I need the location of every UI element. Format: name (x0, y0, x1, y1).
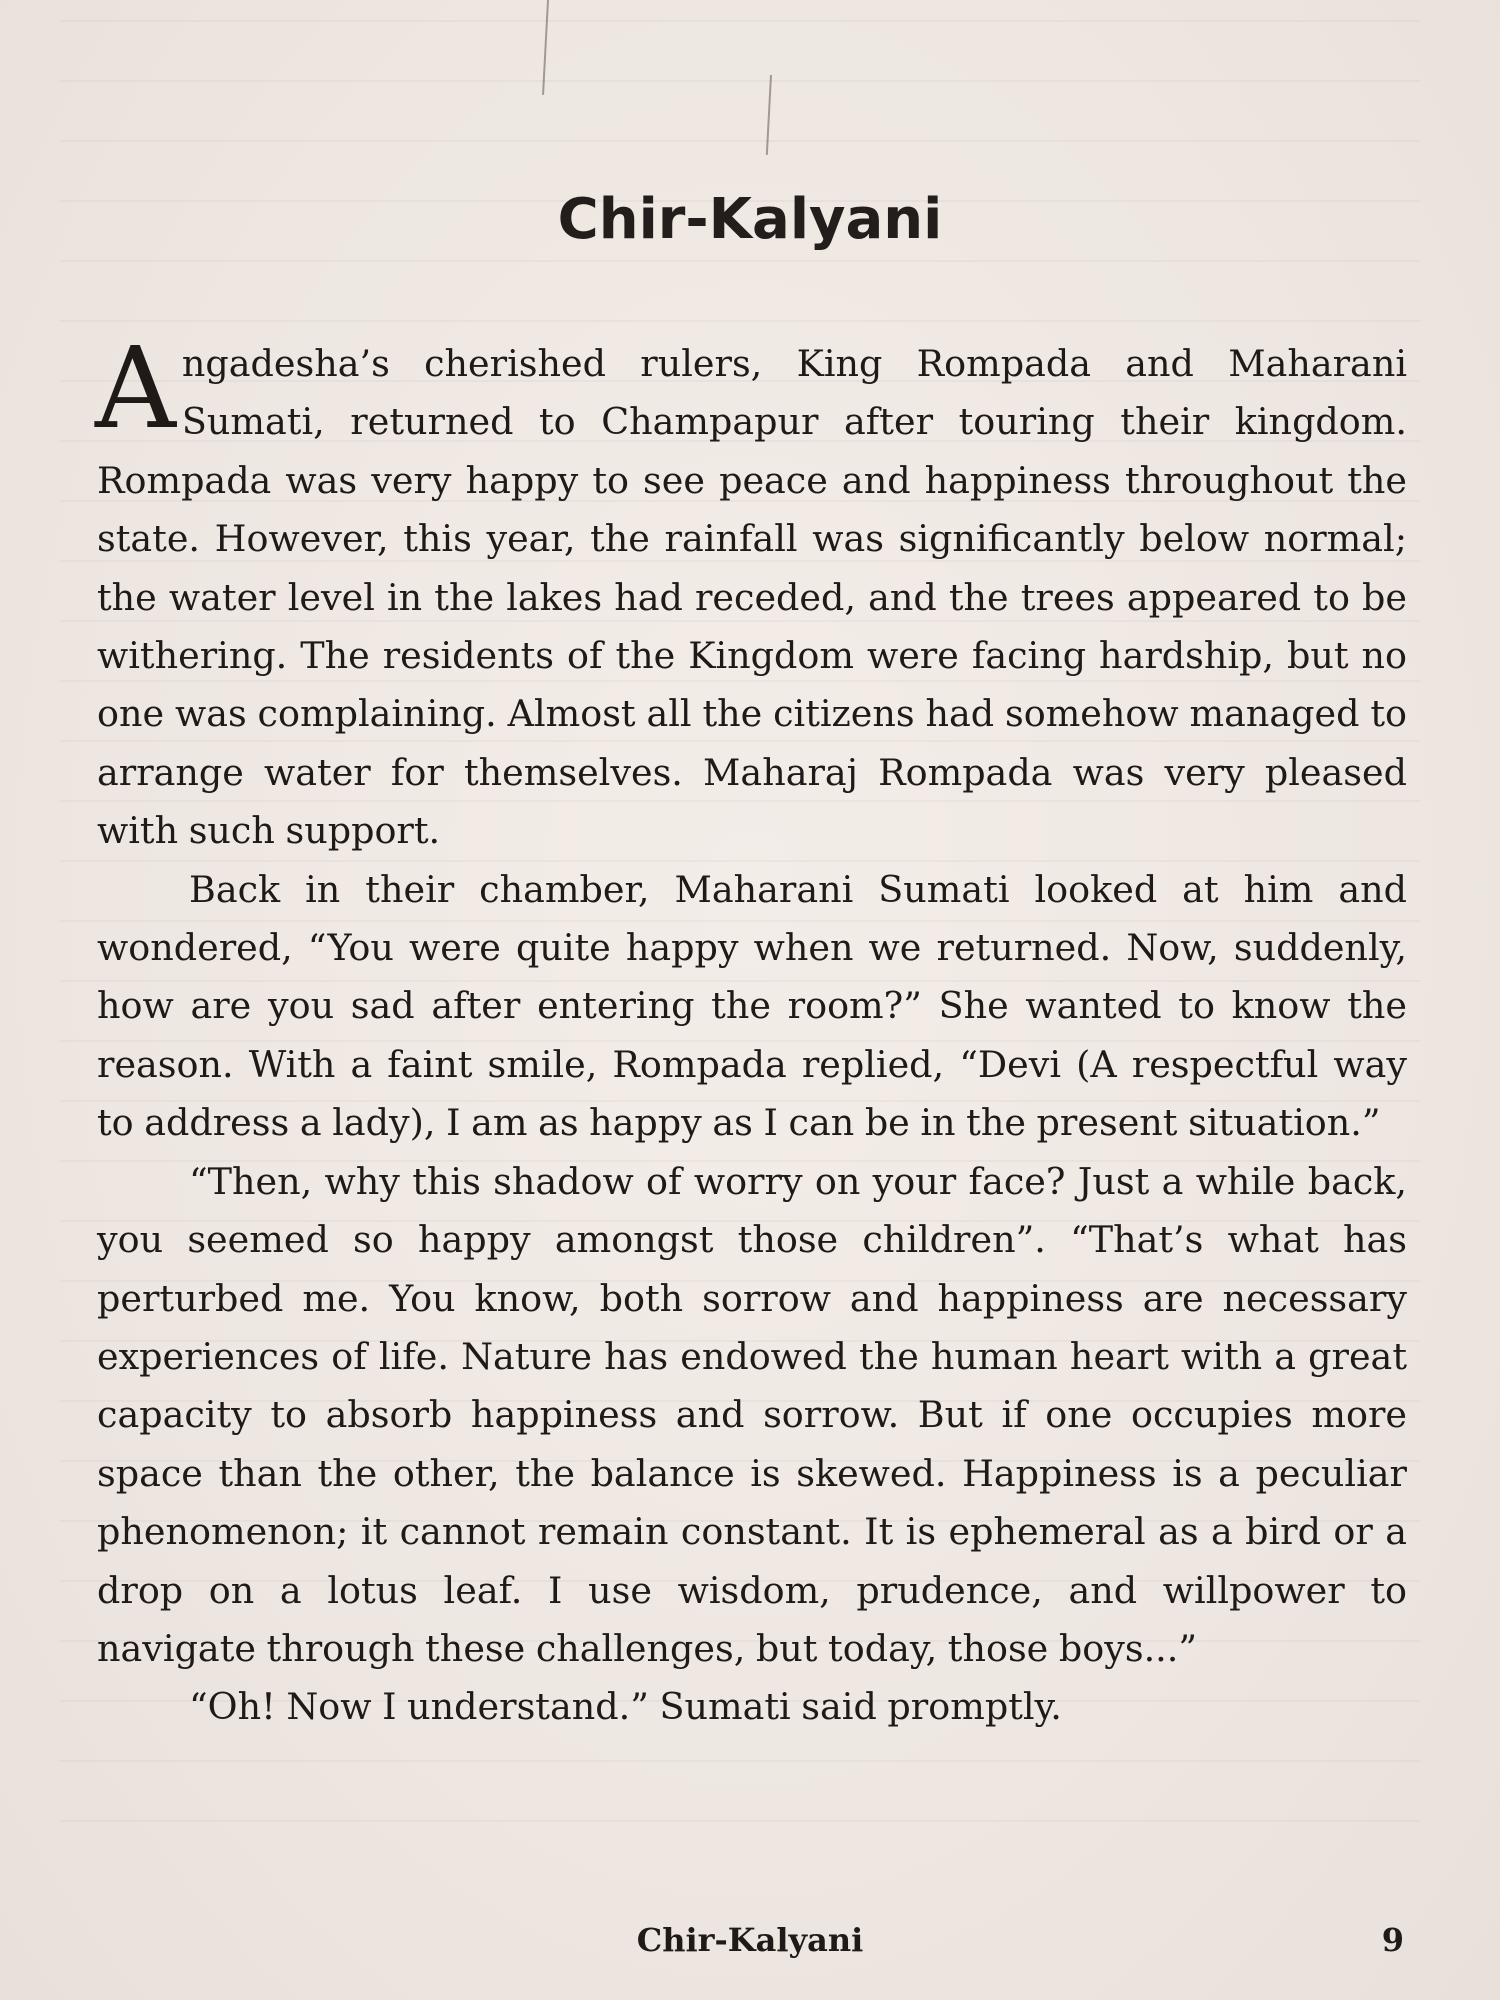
paper-crease-line (766, 75, 772, 155)
paragraph-1-text: ngadesha’s cherished rulers, King Rompada and Maharani Sumati, returned to Champapur after touring their kingdom. Rompada was very happy to see peace and happiness throughout the state. However, this year, the rainfall was significantly below normal; the water level in the lakes had receded, and the trees appeared to be withering. The residents of the Kingdom were facing hardship, but no one was complaining. Almost all the citizens had somehow managed to arrange water for themselves. Maharaj Rompada was very pleased with such support. (97, 342, 1407, 853)
paragraph-2: Back in their chamber, Maharani Sumati looked at him and wondered, “You were quite happy when we returned. Now, suddenly, how are you sad after entering the room?” She wanted to know the reason. With a faint smile, Rompada replied, “Devi (A respectful way to address a lady), I am as happy as I can be in the present situation.” (97, 867, 1407, 1145)
paragraph-1 (95, 324, 1407, 861)
running-footer-title: Chir-Kalyani (636, 1921, 864, 1959)
paper-crease-line (542, 0, 549, 95)
drop-cap: A (95, 324, 176, 454)
chapter-title: Chir-Kalyani (557, 187, 943, 252)
paragraph-3: “Then, why this shadow of worry on your face? Just a while back, you seemed so happy amongst those children”. “That’s what has perturbed me. You know, both sorrow and happiness are necessary experiences of life. Nature has endowed the human heart with a great capacity to absorb happiness and sorrow. But if one occupies more space than the other, the balance is skewed. Happiness is a peculiar phenomenon; it cannot remain constant. It is ephemeral as a bird or a drop on a lotus leaf. I use wisdom, prudence, and willpower to navigate through these challenges, but today, those boys...” (97, 1159, 1407, 1670)
paragraph-4: “Oh! Now I understand.” Sumati said promptly. (189, 1685, 1062, 1729)
page-number: 9 (1381, 1921, 1404, 1959)
chapter-body (95, 324, 1407, 1737)
